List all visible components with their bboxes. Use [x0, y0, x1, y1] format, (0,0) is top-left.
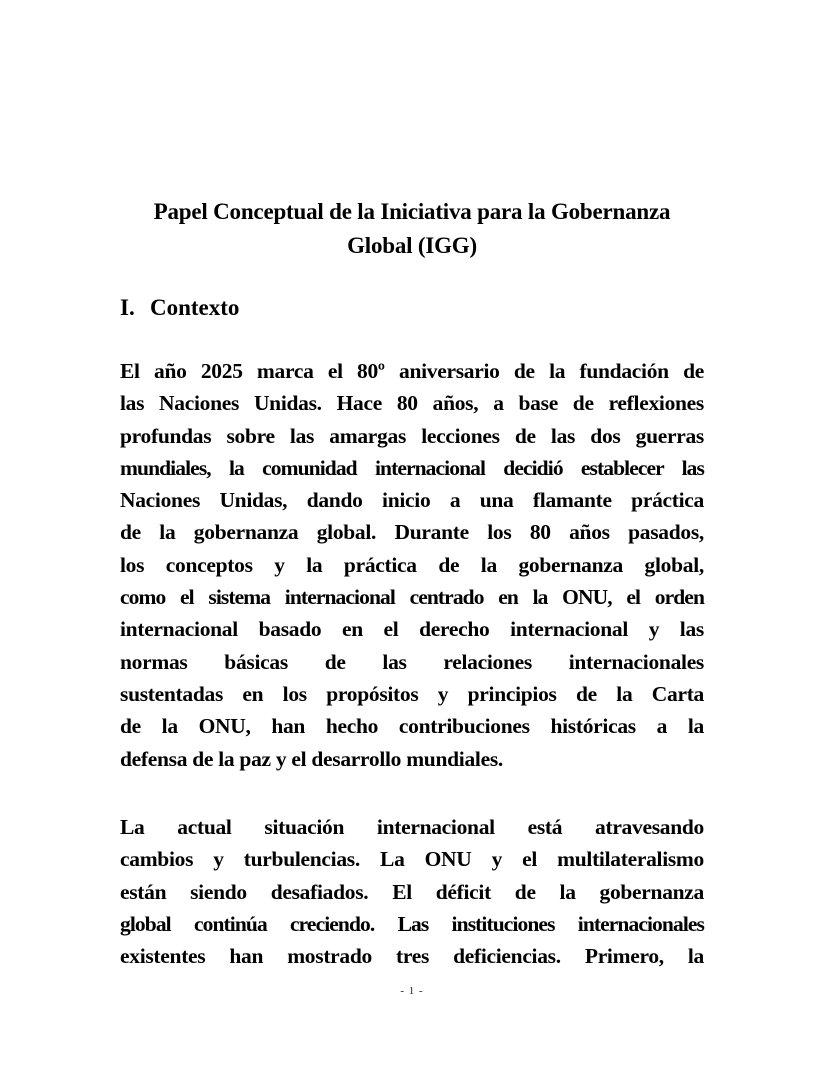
paragraph-context-2	[120, 811, 704, 972]
section-number: I.	[120, 295, 135, 320]
paragraph-line: internacional basado en el derecho internacional y las	[120, 617, 704, 642]
paragraph-line: El año 2025 marca el 80º aniversario de la fundación de	[120, 359, 704, 383]
paragraph-line: Naciones Unidas, dando inicio a una flamante práctica	[120, 488, 704, 513]
paragraph-line: de la gobernanza global. Durante los 80 años pasados,	[120, 520, 704, 545]
document-title-line-1: Papel Conceptual de la Iniciativa para la Gobernanza	[153, 199, 671, 224]
paragraph-line: La actual situación internacional está atravesando	[120, 815, 704, 839]
paragraph-line: existentes han mostrado tres deficiencias. Primero, la	[120, 944, 704, 969]
paragraph-line: defensa de la paz y el desarrollo mundiales.	[120, 746, 503, 771]
paragraph-line: como el sistema internacional centrado en la ONU, el orden	[120, 585, 704, 610]
paragraph-line: de la ONU, han hecho contribuciones históricas a la	[120, 714, 704, 739]
document-title-line-2: Global (IGG)	[347, 233, 477, 258]
section-heading	[120, 292, 704, 324]
paragraph-line: cambios y turbulencias. La ONU y el multilateralismo	[120, 847, 704, 872]
paragraph-context-1	[120, 355, 704, 775]
paragraph-line: sustentadas en los propósitos y principios de la Carta	[120, 681, 704, 706]
paragraph-line: mundiales, la comunidad internacional decidió establecer las	[120, 455, 704, 480]
page-number: - 1 -	[400, 985, 424, 997]
paragraph-line: normas básicas de las relaciones internacionales	[120, 649, 704, 674]
paragraph-line: profundas sobre las amargas lecciones de las dos guerras	[120, 423, 704, 448]
document-title	[120, 195, 704, 263]
section-label: Contexto	[150, 295, 240, 320]
paragraph-line: los conceptos y la práctica de la gobernanza global,	[120, 552, 704, 577]
paragraph-line: están siendo desafiados. El déficit de la gobernanza	[120, 879, 704, 904]
paragraph-line: las Naciones Unidas. Hace 80 años, a base de reflexiones	[120, 391, 704, 416]
paragraph-line: global continúa creciendo. Las instituciones internacionales	[120, 911, 704, 936]
